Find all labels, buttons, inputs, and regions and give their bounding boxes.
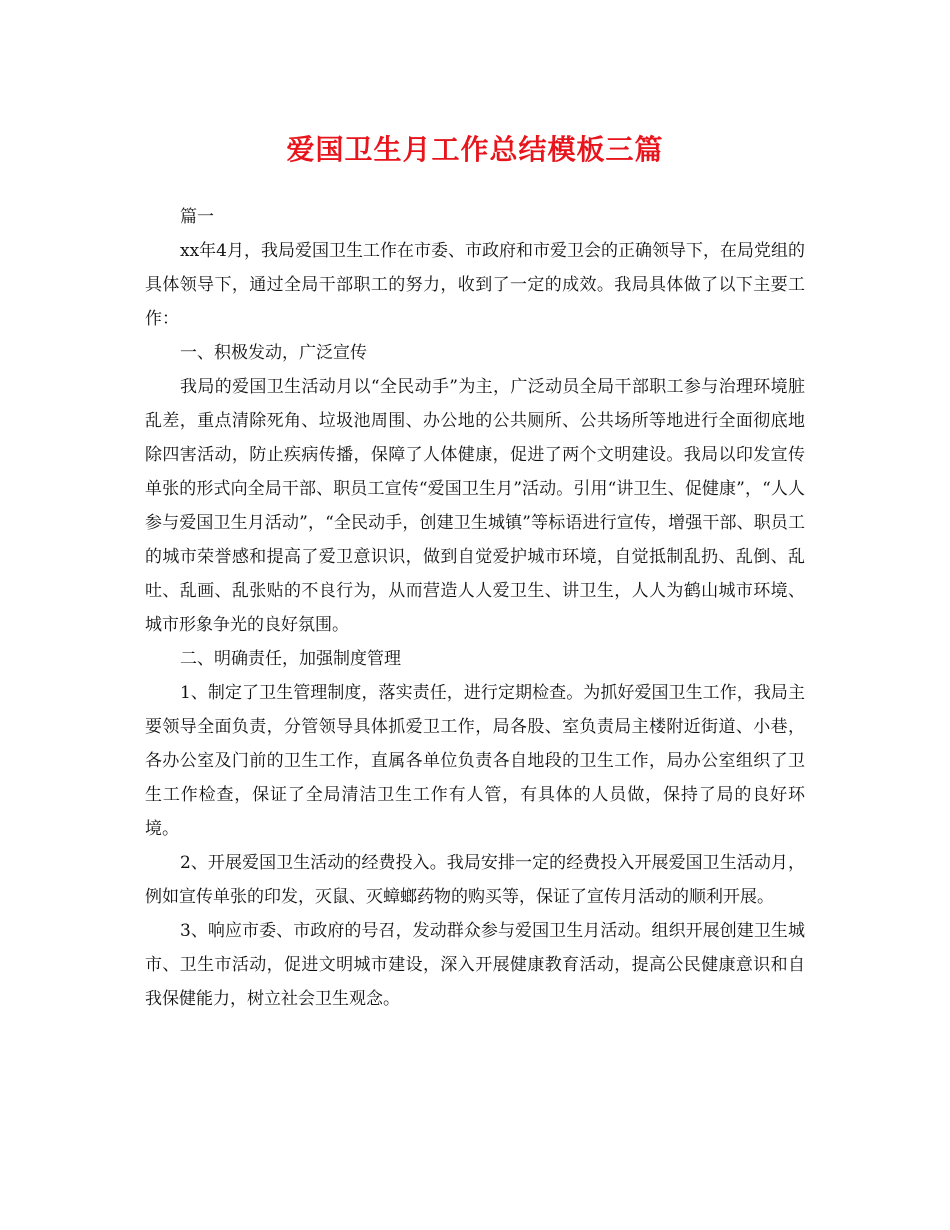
publicity-paragraph: 我局的爱国卫生活动月以“全民动手”为主，广泛动员全局干部职工参与治理环境脏乱差，重点清除死角、垃圾池周围、办公地的公共厕所、公共场所等地进行全面彻底地除四害活动，防止疾病传播，保障了人体健康，促进了两个文明建设。我局以印发宣传单张的形式向全局干部、职员工宣传“爱国卫生月”活动。引用“讲卫生、促健康”，“人人参与爱国卫生月活动”，“全民动手，创建卫生城镇”等标语进行宣传，增强干部、职员工的城市荣誉感和提高了爱卫意识识，做到自觉爱护城市环境，自觉抵制乱扔、乱倒、乱吐、乱画、乱张贴的不良行为，从而营造人人爱卫生、讲卫生，人人为鹤山城市环境、城市形象争光的良好氛围。 bbox=[145, 377, 805, 635]
document-body bbox=[145, 200, 805, 1016]
funding-paragraph: 2、开展爱国卫生活动的经费投入。我局安排一定的经费投入开展爱国卫生活动月，例如宣传单张的印发，灭鼠、灭蟑螂药物的购买等，保证了宣传月活动的顺利开展。 bbox=[145, 853, 805, 907]
heading-one: 一、积极发动，广泛宣传 bbox=[180, 343, 367, 363]
section-label: 篇一 bbox=[180, 207, 214, 227]
heading-two: 二、明确责任，加强制度管理 bbox=[180, 649, 401, 669]
mobilization-paragraph: 3、响应市委、市政府的号召，发动群众参与爱国卫生月活动。组织开展创建卫生城市、卫生市活动，促进文明城市建设，深入开展健康教育活动，提高公民健康意识和自我保健能力，树立社会卫生观念。 bbox=[145, 921, 805, 1009]
responsibility-paragraph: 1、制定了卫生管理制度，落实责任，进行定期检查。为抓好爱国卫生工作，我局主要领导全面负责，分管领导具体抓爱卫工作，局各股、室负责局主楼附近街道、小巷，各办公室及门前的卫生工作，直属各单位负责各自地段的卫生工作，局办公室组织了卫生工作检查，保证了全局清洁卫生工作有人管，有具体的人员做，保持了局的良好环境。 bbox=[145, 683, 805, 839]
intro-paragraph: xx年4月，我局爱国卫生工作在市委、市政府和市爱卫会的正确领导下，在局党组的具体领导下，通过全局干部职工的努力，收到了一定的成效。我局具体做了以下主要工作： bbox=[145, 241, 805, 329]
document-title: 爱国卫生月工作总结模板三篇 bbox=[286, 133, 664, 166]
